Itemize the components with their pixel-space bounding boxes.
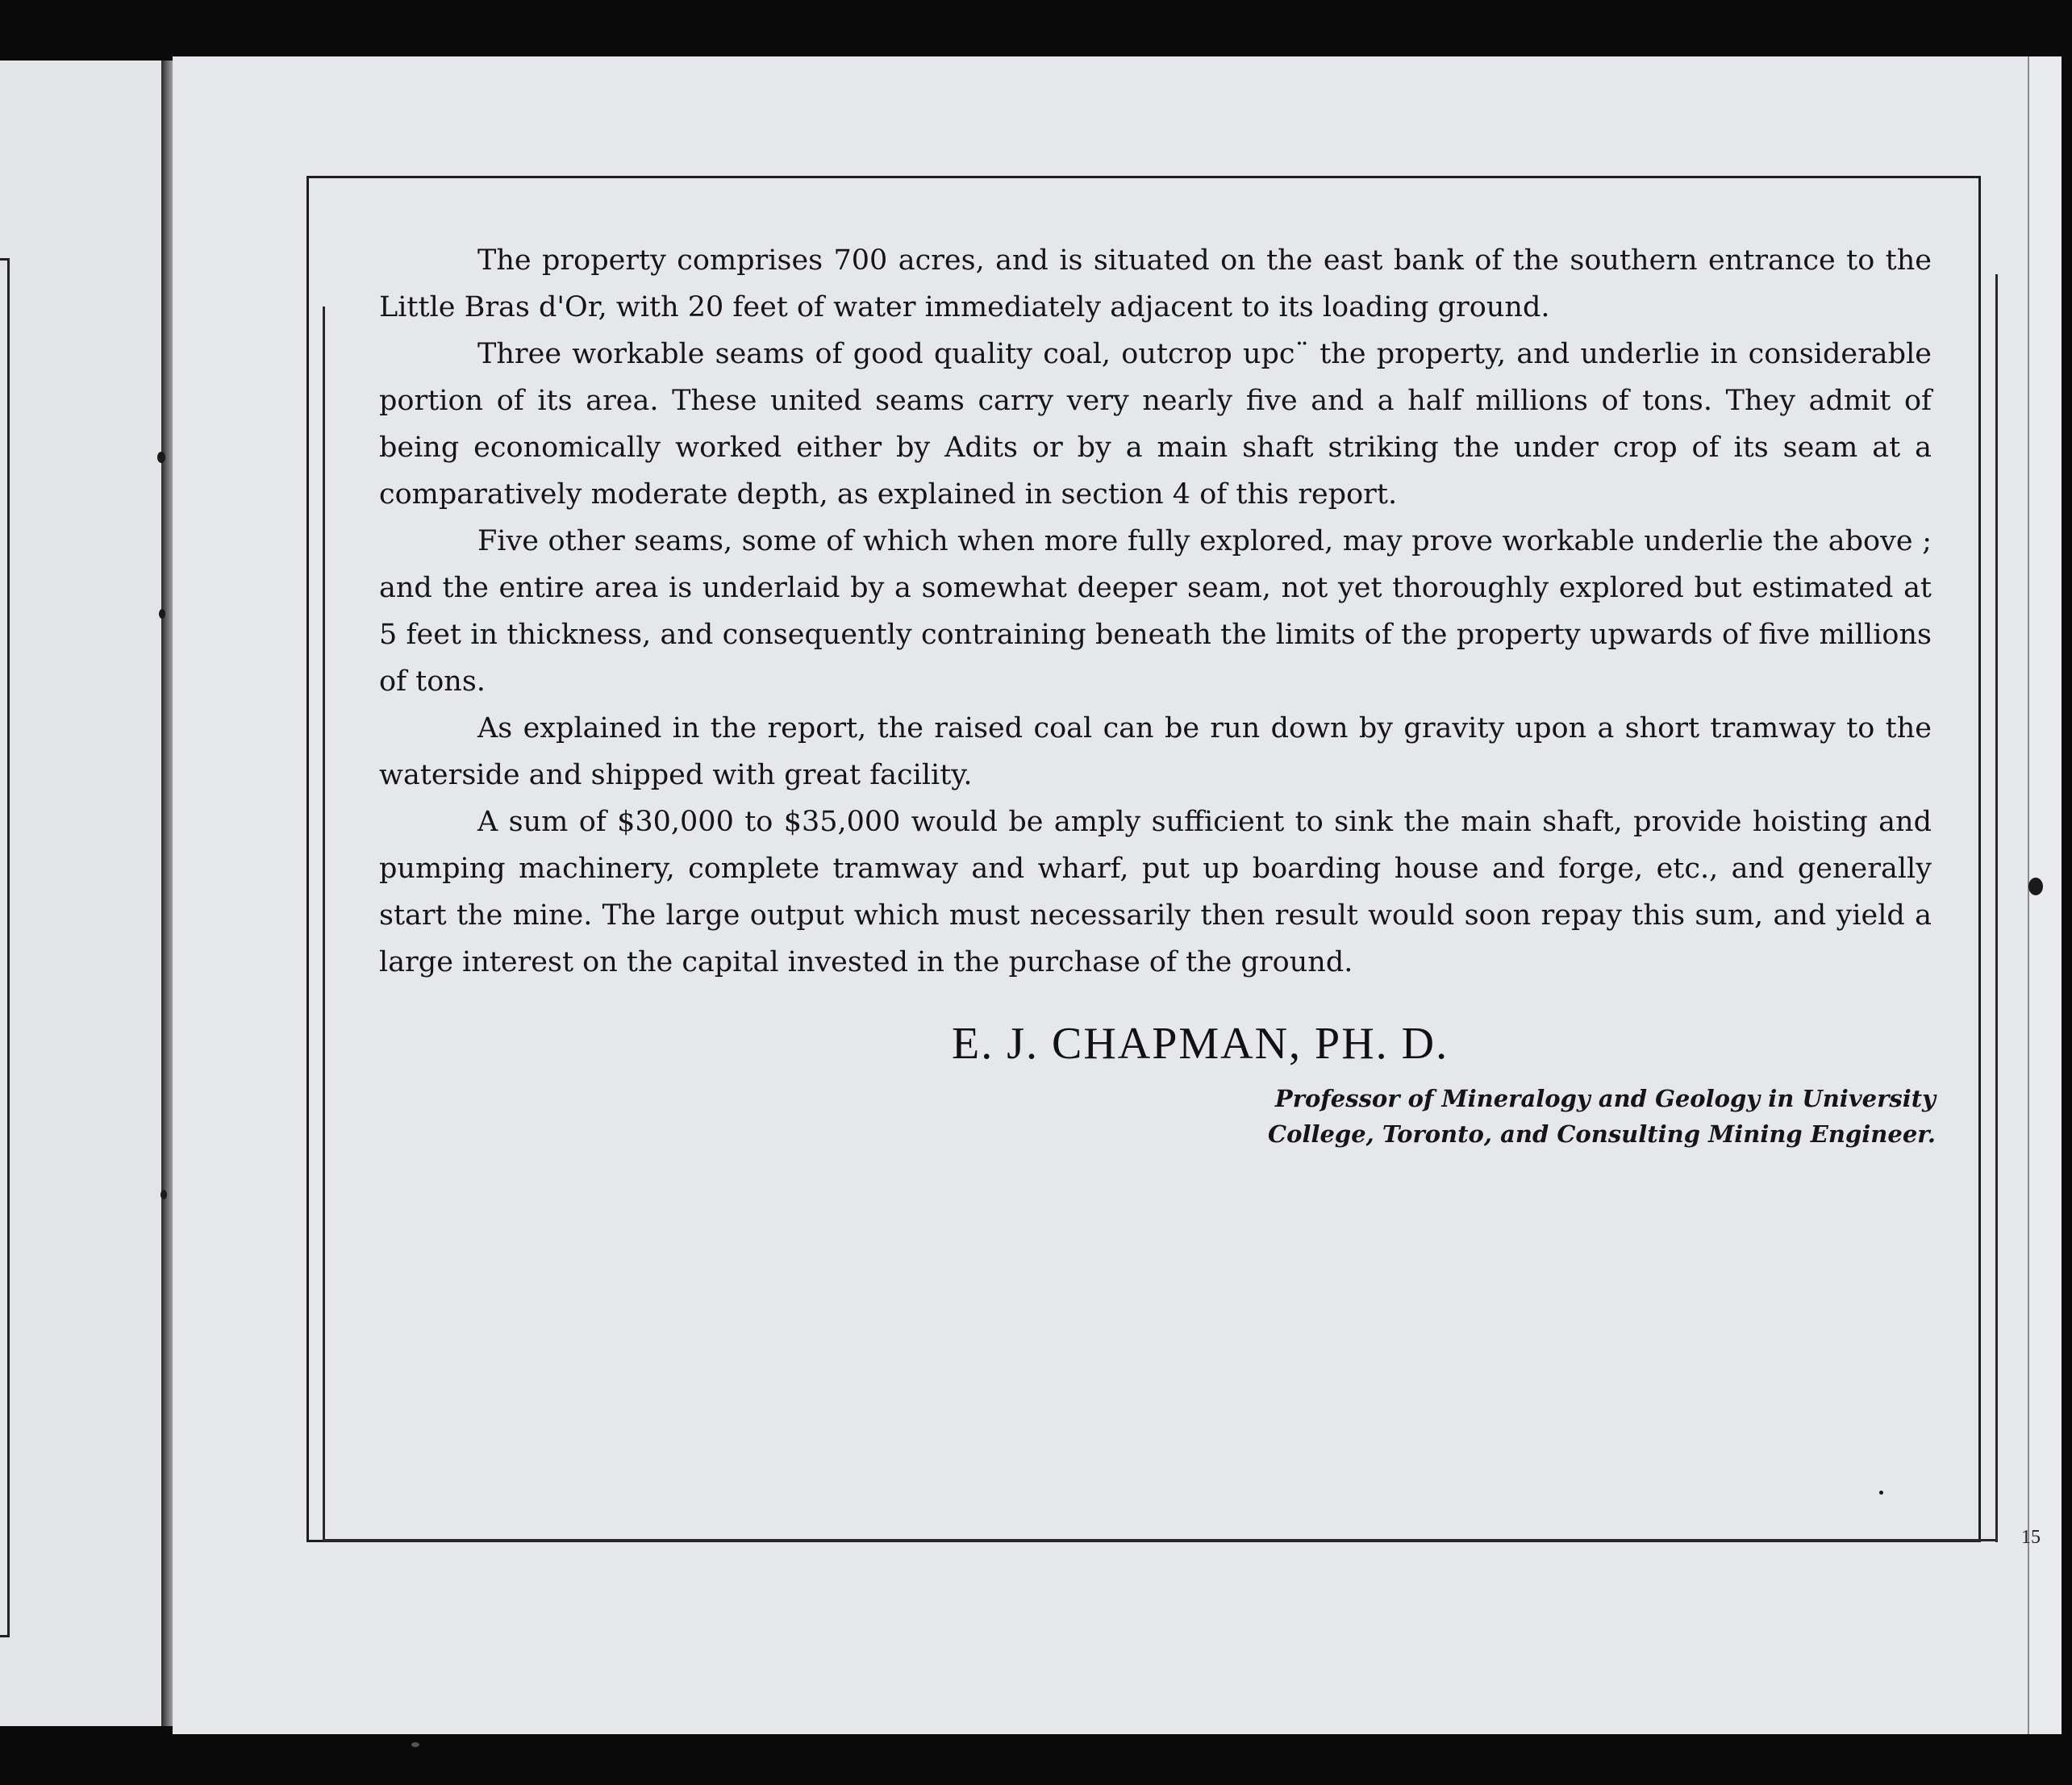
frame-shadow-right: [1995, 274, 1998, 1542]
scan-speck: [159, 609, 165, 619]
paragraph-cost: A sum of $30,000 to $35,000 would be amply sufficient to sink the main shaft, provide hoisting and pumping machinery, complete tramway and wharf, put up boarding house and forge, etc., and generally start the mine. The large output which must necessarily then result would soon repay this sum, and yield a large interest on the capital invested in the purchase of the ground.: [379, 806, 1932, 978]
frame-shadow-bottom: [323, 1539, 1998, 1541]
left-page-frame: [0, 258, 10, 1637]
frame-shadow-left: [323, 307, 325, 1541]
affiliation-line: Professor of Mineralogy and Geology in University: [1274, 1085, 1936, 1112]
scan-speck: [157, 452, 165, 463]
report-body: [379, 237, 1932, 986]
scan-speck: [1879, 1491, 1883, 1495]
left-page-edge: [0, 60, 169, 1726]
paragraph-property: The property comprises 700 acres, and is situated on the east bank of the southern entrance to the Little Bras d'Or, with 20 feet of water immediately adjacent to its loading ground.: [379, 244, 1932, 323]
paragraph-workable-seams: Three workable seams of good quality coal, outcrop upc¨ the property, and underlie in considerable portion of its area. These united seams carry very nearly five and a half millions of tons. They admit of being economically worked either by Adits or by a main shaft striking the under crop of its seam at a comparatively moderate depth, as explained in section 4 of this report.: [379, 338, 1932, 511]
page-edge: [2028, 56, 2062, 1734]
paragraph-other-seams: Five other seams, some of which when more fully explored, may prove workable underlie the above ; and the entire area is underlaid by a somewhat deeper seam, not yet thoroughly explored but estimated at 5 feet in thickness, and consequently contraining beneath the limits of the property upwards of five millions of tons.: [379, 525, 1932, 698]
scan-speck: [2028, 878, 2043, 895]
paragraph-tramway: As explained in the report, the raised coal can be run down by gravity upon a short tramway to the waterside and shipped with great facility.: [379, 712, 1932, 791]
scan-speck: [411, 1742, 419, 1747]
page-number: 15: [2021, 1527, 2041, 1548]
affiliation: [1153, 1081, 1936, 1152]
scan-speck: [161, 1190, 167, 1199]
signature: E. J. CHAPMAN, PH. D.: [952, 1019, 1449, 1069]
affiliation-line: College, Toronto, and Consulting Mining Engineer.: [1268, 1120, 1936, 1148]
